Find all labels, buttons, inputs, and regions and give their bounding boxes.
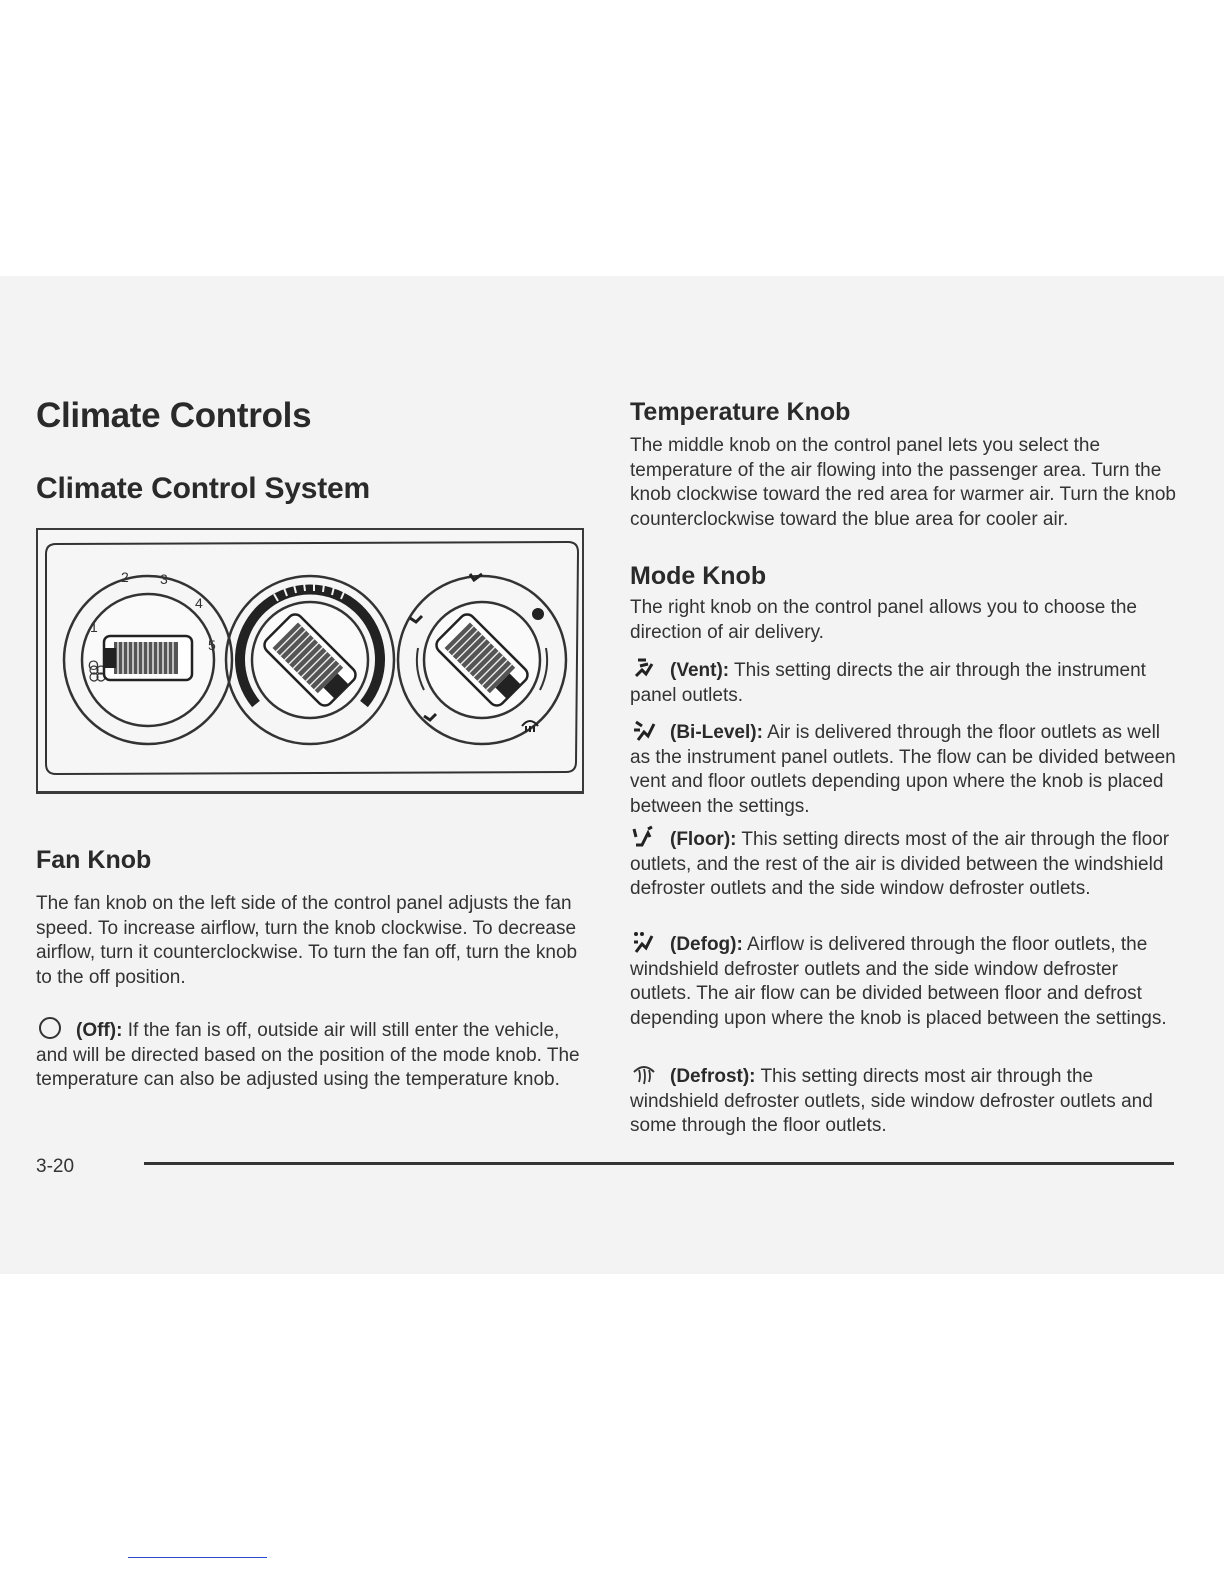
bi-level-icon: [630, 718, 664, 742]
defrost-term: (Defrost):: [670, 1066, 756, 1087]
off-circle-icon: [36, 1016, 70, 1040]
off-text: If the fan is off, outside air will still enter the vehicle, and will be directed based on the position of the mode knob. The temperature can also be adjusted using the temperature knob.: [36, 1020, 580, 1090]
footer-divider: [144, 1162, 1174, 1165]
fan-label-off: O: [88, 657, 99, 673]
fan-knob-paragraph: The fan knob on the left side of the control panel adjusts the fan speed. To increase airflow, turn the knob clockwise. To decrease airflow, turn it counterclockwise. To turn the fan off, turn the knob to the off position.: [36, 893, 578, 988]
mode-dial-defrost-icon: [522, 721, 538, 732]
fan-off-description: [36, 1016, 588, 1093]
mode-knob-paragraph: The right knob on the control panel allows you to choose the direction of air delivery.: [630, 597, 1137, 643]
fan-label-4: 4: [195, 595, 203, 611]
temperature-knob-heading: Temperature Knob: [630, 398, 851, 426]
defrost-icon: [630, 1062, 664, 1086]
bi-level-text: Air is delivered through the floor outlets as well as the instrument panel outlets. The flow can be divided between vent and floor outlets depending upon where the knob is placed between the settings.: [630, 722, 1176, 817]
vent-term: (Vent):: [670, 660, 730, 681]
vent-text: This setting directs the air through the instrument panel outlets.: [630, 660, 1146, 706]
mode-bi-level-description: [630, 718, 1182, 819]
mode-knob-heading: Mode Knob: [630, 562, 767, 590]
fan-knob-heading: Fan Knob: [36, 846, 152, 874]
underline-mark: [128, 1557, 267, 1558]
page-number: 3-20: [36, 1156, 75, 1177]
floor-text: This setting directs most of the air through the floor outlets, and the rest of the air is divided between the windshield defroster outlets and the side window defroster outlets.: [630, 829, 1170, 899]
defog-icon: [630, 930, 664, 954]
defog-text: Airflow is delivered through the floor outlets, the windshield defroster outlets and the side window defroster outlets. The air flow can be divided between floor and defrost depending upon where the knob is placed between the settings.: [630, 934, 1167, 1029]
fan-label-5: 5: [208, 637, 216, 653]
mode-defog-description: [630, 930, 1182, 1031]
floor-term: (Floor):: [670, 829, 737, 850]
vent-icon: [630, 656, 664, 680]
mode-knob-illustration: [398, 574, 566, 744]
mode-floor-description: [630, 825, 1182, 902]
temperature-knob-illustration: [226, 576, 394, 744]
defrost-text: This setting directs most air through the windshield defroster outlets, side window defroster outlets and some through the floor outlets.: [630, 1066, 1153, 1136]
mode-dial-floor-icon: [470, 574, 482, 580]
mode-dial-bilevel-icon: [410, 616, 422, 622]
floor-icon: [630, 825, 664, 849]
fan-label-2: 2: [121, 569, 129, 585]
mode-defrost-description: [630, 1062, 1182, 1139]
fan-label-3: 3: [160, 571, 168, 587]
section-subtitle: Climate Control System: [36, 472, 371, 505]
fan-knob-illustration: [64, 569, 232, 744]
mode-vent-description: [630, 656, 1182, 708]
fan-label-1: 1: [90, 619, 98, 635]
defog-term: (Defog):: [670, 934, 743, 955]
mode-dial-vent-icon: [424, 714, 436, 720]
temperature-knob-paragraph: The middle knob on the control panel lets you select the temperature of the air flowing into the passenger area. Turn the knob clockwise toward the red area for warmer air. Turn the knob counterclockwise toward the blue area for cooler air.: [630, 435, 1176, 530]
climate-control-panel-figure: [36, 528, 584, 794]
page-title: Climate Controls: [36, 396, 312, 435]
off-term: (Off):: [76, 1020, 123, 1041]
mode-dial-defog-icon: [532, 608, 544, 620]
bi-level-term: (Bi-Level):: [670, 722, 763, 743]
